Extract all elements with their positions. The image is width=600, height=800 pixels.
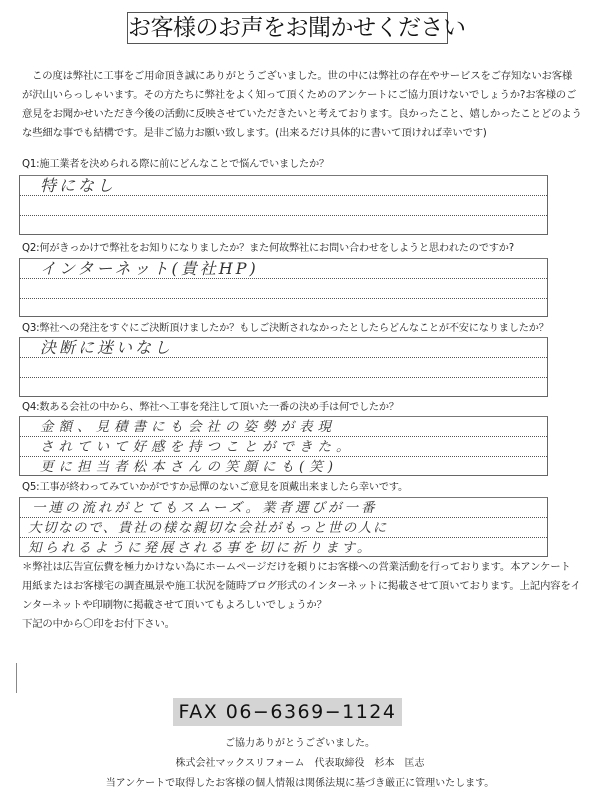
notice-line: 下記の中から〇印をお付下さい。 bbox=[22, 618, 175, 630]
notice-line: 用紙またはお客様宅の調査風景や施工状況を随時ブログ形式のインターネットに掲載させて頂いております。上記内容をイ bbox=[22, 580, 581, 592]
answer-line: 大切なので、貴社の様な親切な会社がもっと世の人に bbox=[20, 518, 547, 538]
answer-box-1[interactable] bbox=[19, 175, 548, 235]
answer-line: 知られるように発展される事を切に祈ります。 bbox=[28, 540, 374, 556]
answer-line: 更に担当者松本さんの笑顔にも(笑) bbox=[40, 459, 339, 475]
page-title: お客様のお声をお聞かせください bbox=[127, 12, 448, 44]
answer-line: 特になし bbox=[20, 176, 547, 196]
notice-line: ＊弊社は広告宣伝費を極力かけない為にホームページだけを頼りにお客様への営業活動を行っております。本アンケート bbox=[22, 561, 571, 573]
answer-line bbox=[20, 279, 547, 299]
answer-line: 決断に迷いなし bbox=[20, 338, 547, 358]
answer-line: されていて好感を持つことができた。 bbox=[20, 437, 547, 457]
answer-line: 一連の流れがとてもスムーズ。業者選びが一番 bbox=[20, 498, 547, 518]
answer-line: 金額、見積書にも会社の姿勢が表現 bbox=[20, 417, 547, 437]
answer-box-5[interactable] bbox=[19, 497, 548, 557]
publication-notice bbox=[22, 558, 582, 634]
answer-box-2[interactable] bbox=[19, 258, 548, 317]
company-text: 株式会社マックスリフォーム 代表取締役 杉本 匡志 bbox=[175, 758, 425, 769]
question-2-label: Q2:何がきっかけで弊社をお知りになりましたか？また何故弊社にお問い合わせをしようと思われたのですか? bbox=[22, 243, 514, 254]
intro-text bbox=[22, 67, 582, 143]
thanks-text: ご協力ありがとうございました。 bbox=[225, 738, 375, 749]
margin-mark bbox=[16, 663, 17, 693]
notice-line: ンターネットや印刷物に掲載させて頂いてもよろしいでしょうか？ bbox=[22, 599, 327, 611]
intro-paragraph: この度は弊社に工事をご用命頂き誠にありがとうございました。世の中には弊社の存在やサービスをご存知ないお客様が沢山いらっしゃいます。その方たちに弊社をよく知って頂くためのアンケートにご協力頂けないでしょうか?お客様のご意見をお聞かせいただき今後の活動に反映させていただきたいと考えております。良かったこと、嬉しかったことどのような些細な事でも結構です。是非ご協力お願い致します。(出来るだけ具体的に書いて頂ければ幸いです) bbox=[22, 70, 582, 139]
fax-number: FAX 06−6369−1124 bbox=[173, 698, 402, 726]
question-5-label: Q5:工事が終わってみていかがですか忌憚のないご意見を頂戴出来ましたら幸いです。 bbox=[22, 482, 408, 493]
answer-line bbox=[20, 358, 547, 378]
question-1-label: Q1:施工業者を決められる際に前にどんなことで悩んでいましたか？ bbox=[22, 159, 329, 170]
question-4-label: Q4:数ある会社の中から、弊社へ工事を発注して頂いた一番の決め手は何でしたか？ bbox=[22, 402, 399, 413]
answer-line bbox=[20, 216, 547, 235]
answer-box-4[interactable] bbox=[19, 416, 548, 476]
privacy-text: 当アンケートで取得したお客様の個人情報は関係法規に基づき厳正に管理いたします。 bbox=[105, 778, 495, 789]
answer-line bbox=[20, 299, 547, 318]
answer-line: インターネット(貴社HP) bbox=[20, 259, 547, 279]
answer-line bbox=[20, 196, 547, 216]
answer-box-3[interactable] bbox=[19, 337, 548, 397]
answer-line bbox=[20, 378, 547, 397]
question-3-label: Q3:弊社への発注をすぐにご決断頂けましたか？もしご決断されなかったとしたらどんなことが不安になりましたか？ bbox=[22, 323, 549, 334]
